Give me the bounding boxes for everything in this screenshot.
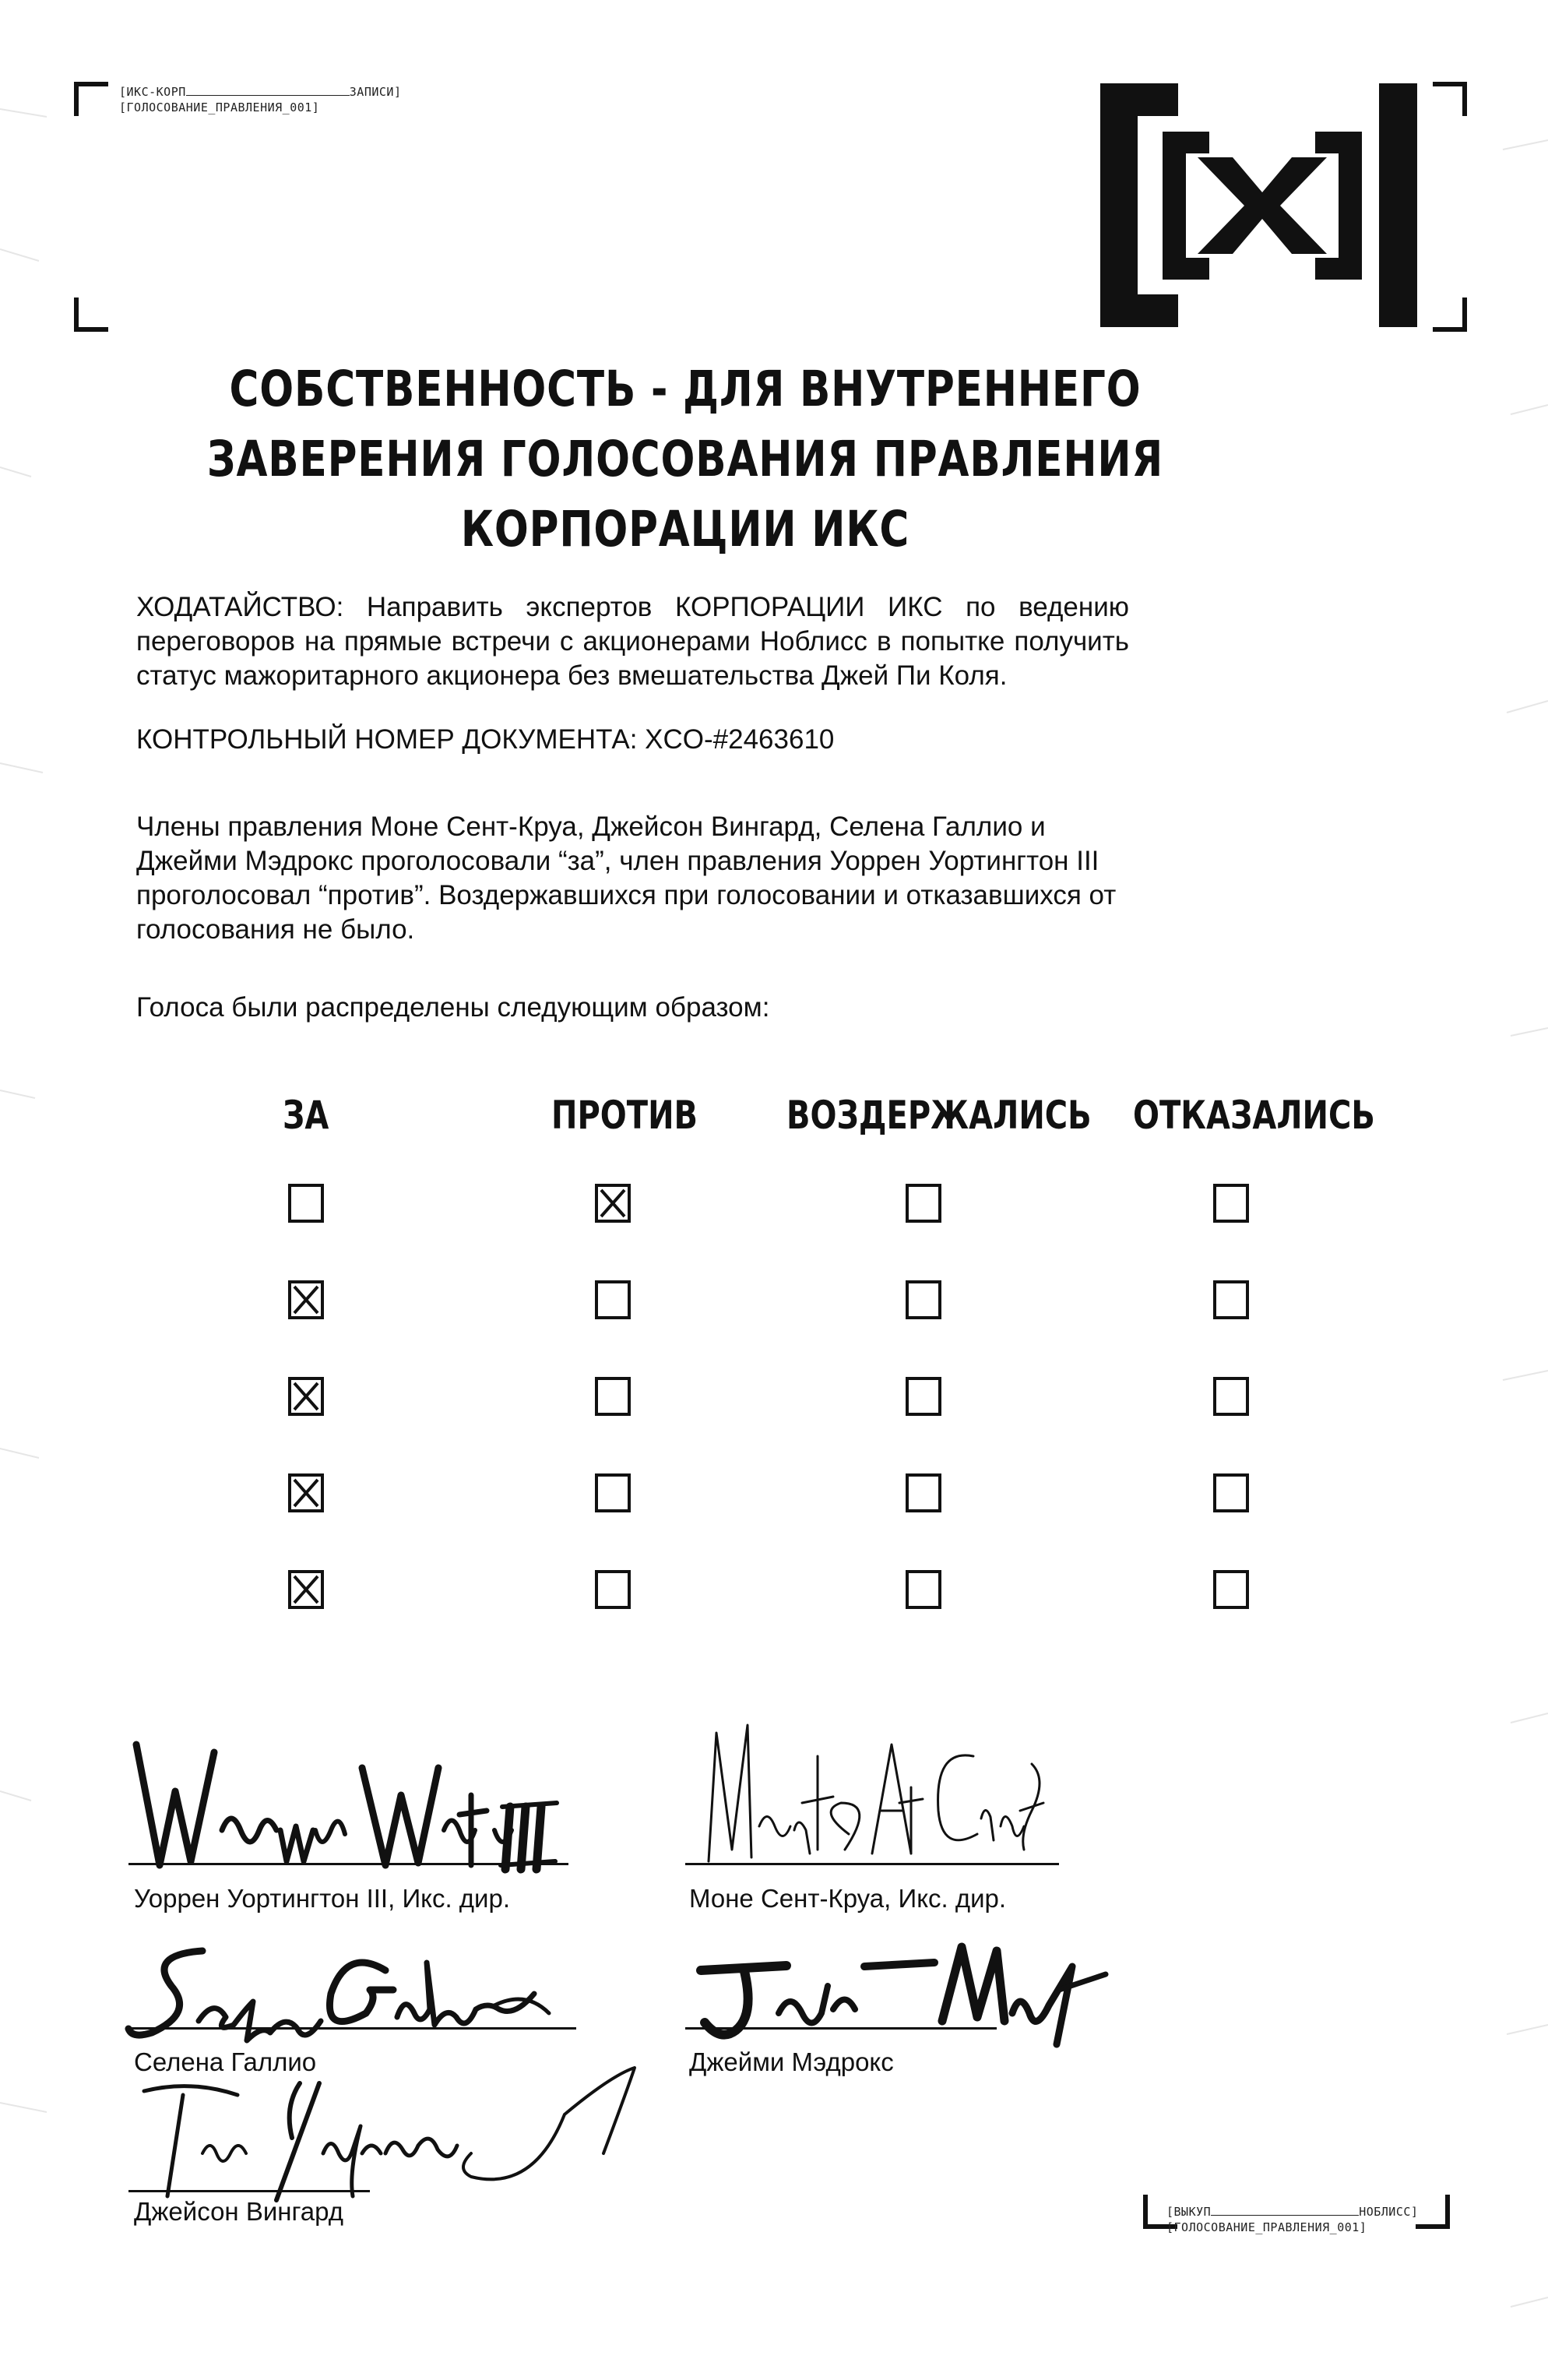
ref-bottom-line1-right: НОБЛИСС] [1359, 2205, 1419, 2219]
vote-checkbox-row1-for[interactable] [288, 1184, 324, 1223]
corner-bracket-top-left [74, 82, 108, 116]
top-reference [119, 84, 402, 115]
corner-bracket-mid-right [1433, 298, 1467, 332]
xcorp-logo [1100, 83, 1417, 327]
title-line3: КОРПОРАЦИИ ИКС [460, 501, 910, 558]
members-vote-text: Члены правления Моне Сент-Круа, Джейсон Вингард, Селена Галлио и Джейми Мэдрокс проголосовали “за”, член правления Уоррен Уортингтон III проголосовал “против”. Воздержавшихся при голосовании и отказавшихся от голосования не было. [136, 812, 1117, 945]
vote-checkbox-row3-against[interactable] [595, 1377, 631, 1416]
vote-checkbox-row3-abstained[interactable] [906, 1377, 941, 1416]
vote-checkbox-row4-abstained[interactable] [906, 1473, 941, 1512]
x-mark-icon [291, 1477, 321, 1509]
x-mark-icon [291, 1380, 321, 1413]
ref-bottom-line2: [ГОЛОСОВАНИЕ_ПРАВЛЕНИЯ_001] [1166, 2220, 1367, 2234]
vote-checkbox-row2-for[interactable] [288, 1280, 324, 1319]
corner-bracket-top-right [1433, 82, 1467, 116]
signature-caption-selene: Селена Галлио [134, 2047, 317, 2076]
ref-top-line2: [ГОЛОСОВАНИЕ_ПРАВЛЕНИЯ_001] [119, 100, 320, 114]
document-title [123, 354, 1247, 565]
vote-checkbox-row1-declined[interactable] [1213, 1184, 1249, 1223]
vote-checkbox-row4-declined[interactable] [1213, 1473, 1249, 1512]
signature-caption-jamie: Джейми Мэдрокс [689, 2047, 894, 2076]
corner-bracket-bottom-right [1416, 2195, 1450, 2229]
signature-line-monet [685, 1863, 1059, 1865]
x-mark-icon [291, 1573, 321, 1606]
vote-checkbox-row4-against[interactable] [595, 1473, 631, 1512]
x-mark-icon [291, 1283, 321, 1316]
vote-checkbox-row2-declined[interactable] [1213, 1280, 1249, 1319]
column-header-for: ЗА [283, 1093, 329, 1138]
vote-checkbox-row4-for[interactable] [288, 1473, 324, 1512]
signature-line-warren [128, 1863, 568, 1865]
title-line1: СОБСТВЕННОСТЬ - ДЛЯ ВНУТРЕННЕГО [229, 361, 1142, 417]
x-mark-icon [598, 1187, 628, 1220]
column-header-declined: ОТКАЗАЛИСЬ [1133, 1093, 1375, 1138]
ref-top-line1-left: [ИКС-КОРП [119, 85, 186, 99]
ref-top-line1-right: ЗАПИСИ] [349, 85, 402, 99]
vote-checkbox-row3-declined[interactable] [1213, 1377, 1249, 1416]
signature-caption-monet: Моне Сент-Круа, Икс. дир. [689, 1884, 1007, 1913]
distribution-text: Голоса были распределены следующим образом: [136, 992, 770, 1023]
vote-checkbox-row2-abstained[interactable] [906, 1280, 941, 1319]
signature-caption-warren: Уоррен Уортингтон III, Икс. дир. [134, 1884, 511, 1913]
signature-line-jamie [685, 2027, 997, 2030]
vote-checkbox-row5-against[interactable] [595, 1570, 631, 1609]
vote-checkbox-row1-abstained[interactable] [906, 1184, 941, 1223]
corner-bracket-mid-left [74, 298, 108, 332]
vote-checkbox-row5-abstained[interactable] [906, 1570, 941, 1609]
vote-checkbox-row5-for[interactable] [288, 1570, 324, 1609]
ref-bottom-line1-left: [ВЫКУП [1166, 2205, 1212, 2219]
column-header-against: ПРОТИВ [551, 1093, 698, 1138]
signature-warren-worthington [128, 1721, 565, 1877]
vote-checkbox-row3-for[interactable] [288, 1377, 324, 1416]
signature-line-jason [128, 2190, 370, 2192]
signature-jamie-madrox [685, 1928, 1121, 2052]
title-line2: ЗАВЕРЕНИЯ ГОЛОСОВАНИЯ ПРАВЛЕНИЯ [206, 431, 1164, 488]
vote-checkbox-row1-against[interactable] [595, 1184, 631, 1223]
vote-checkbox-row5-declined[interactable] [1213, 1570, 1249, 1609]
signature-jason-wyngarde [128, 2060, 642, 2208]
signature-monet-st-croix [685, 1709, 1067, 1877]
motion-text: ХОДАТАЙСТВО: Направить экспертов КОРПОРАЦИИ ИКС по ведению переговоров на прямые встречи с акционерами Ноблисс в попытке получить статус мажоритарного акционера без вмешательства Джей Пи Коля. [136, 592, 1129, 691]
signature-line-selene [128, 2027, 576, 2030]
control-number: КОНТРОЛЬНЫЙ НОМЕР ДОКУМЕНТА: XCO-#2463610 [136, 724, 835, 755]
column-header-abstained: ВОЗДЕРЖАЛИСЬ [786, 1093, 1092, 1138]
vote-checkbox-row2-against[interactable] [595, 1280, 631, 1319]
signature-caption-jason: Джейсон Вингард [134, 2197, 344, 2226]
bottom-reference [1166, 2204, 1418, 2235]
